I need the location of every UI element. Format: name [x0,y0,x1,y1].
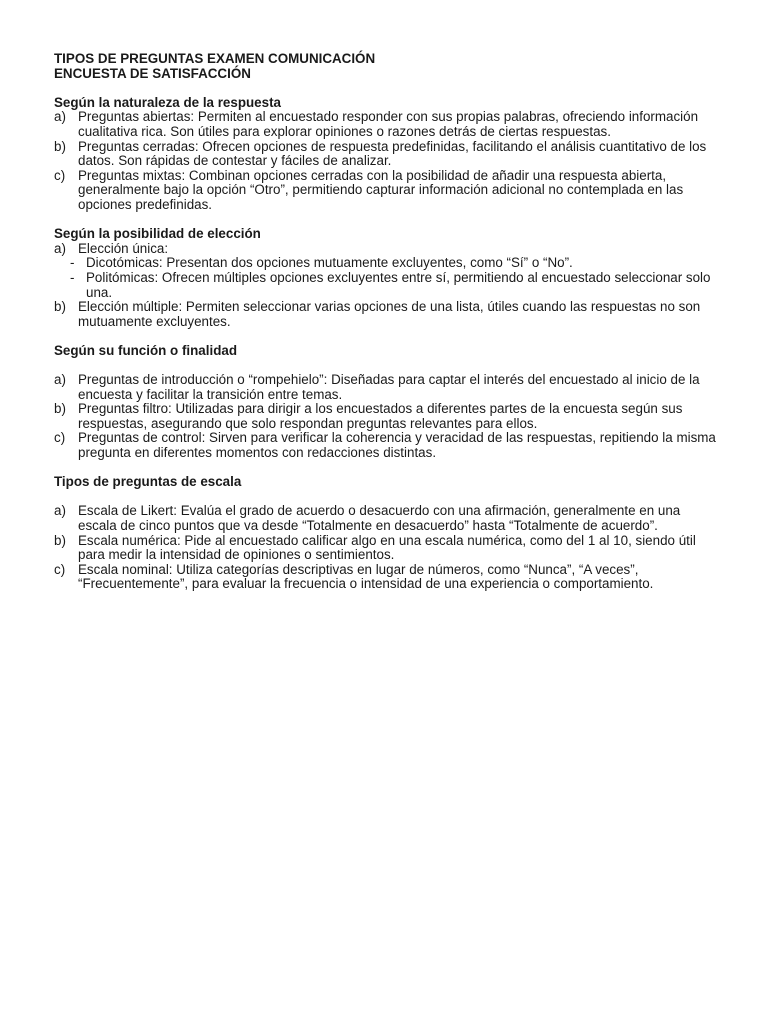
item-text: Elección múltiple: Permiten seleccionar varias opciones de una lista, útiles cuando las respuestas no son mutuamente excluyentes. [78,299,701,329]
section-escala [54,475,716,592]
item-letter: c) [54,167,66,183]
section-heading: Tipos de preguntas de escala [54,474,242,490]
item-text: Escala nominal: Utiliza categorías descriptivas en lugar de números, como “Nunca”, “A veces”, “Frecuentemente”, para evaluar la frecuencia o intensidad de una experiencia o comportamiento. [78,561,654,592]
list-item [54,504,716,533]
sub-item-text: Politómicas: Ofrecen múltiples opciones excluyentes entre sí, permitiendo al encuestado seleccionar solo una. [86,269,711,300]
item-text: Preguntas de control: Sirven para verificar la coherencia y veracidad de las respuestas, repitiendo la misma pregunta en diferentes momentos con redacciones distintas. [78,430,716,461]
title-line: TIPOS DE PREGUNTAS EXAMEN COMUNICACIÓN [54,51,376,66]
section-eleccion [54,227,716,329]
item-text: Escala de Likert: Evalúa el grado de acuerdo o desacuerdo con una afirmación, generalmente en una escala de cinco puntos que va desde “Totalmente en desacuerdo” hasta “Totalmente de acuerdo”. [78,503,681,533]
item-text: Escala numérica: Pide al encuestado calificar algo en una escala numérica, como del 1 al 10, siendo útil para medir la intensidad de opiniones o sentimientos. [78,532,696,563]
sub-list-item [54,256,716,271]
item-letter: b) [54,401,66,417]
item-letter: c) [54,430,66,446]
sub-list-item [54,271,716,300]
document-page [54,52,716,592]
item-letter: b) [54,299,66,315]
section-heading: Según la naturaleza de la respuesta [54,94,281,110]
list-item [54,140,716,169]
item-letter: a) [54,240,66,256]
item-letter: b) [54,138,66,154]
list-item [54,300,716,329]
section-funcion [54,344,716,461]
sub-item-dash: - [70,255,75,271]
sub-item-text: Dicotómicas: Presentan dos opciones mutuamente excluyentes, como “Sí” o “No”. [86,255,573,271]
item-letter: a) [54,372,66,388]
list-item [54,402,716,431]
list-item [54,110,716,139]
item-text: Preguntas filtro: Utilizadas para dirigir a los encuestados a diferentes partes de la encuesta según sus respuestas, asegurando que solo respondan preguntas relevantes para ellos. [78,401,683,431]
title-line: ENCUESTA DE SATISFACCIÓN [54,65,251,81]
item-letter: b) [54,532,66,548]
item-letter: c) [54,561,66,577]
list-item [54,242,716,257]
section-heading: Según su función o finalidad [54,342,238,358]
section-naturaleza [54,96,716,213]
item-text: Elección única: [78,240,169,256]
list-item [54,373,716,402]
list-item [54,431,716,460]
item-letter: a) [54,109,66,125]
section-heading: Según la posibilidad de elección [54,226,261,242]
document-title [54,52,716,81]
item-text: Preguntas de introducción o “rompehielo”: Diseñadas para captar el interés del encuestado al inicio de la encuesta y facilitar la transición entre temas. [78,372,700,402]
item-letter: a) [54,503,66,519]
list-item [54,169,716,213]
item-text: Preguntas mixtas: Combinan opciones cerradas con la posibilidad de añadir una respuesta abierta, generalmente bajo la opción “Otro”, permitiendo capturar información adicional no contemplada en las opciones predefinidas. [78,167,684,212]
sub-item-dash: - [70,269,75,285]
item-text: Preguntas abiertas: Permiten al encuestado responder con sus propias palabras, ofreciendo información cualitativa rica. Son útiles para explorar opiniones o razones detrás de ciertas respuestas. [78,109,699,139]
item-text: Preguntas cerradas: Ofrecen opciones de respuesta predefinidas, facilitando el análisis cuantitativo de los datos. Son rápidas de contestar y fáciles de analizar. [78,138,707,169]
list-item [54,563,716,592]
list-item [54,534,716,563]
